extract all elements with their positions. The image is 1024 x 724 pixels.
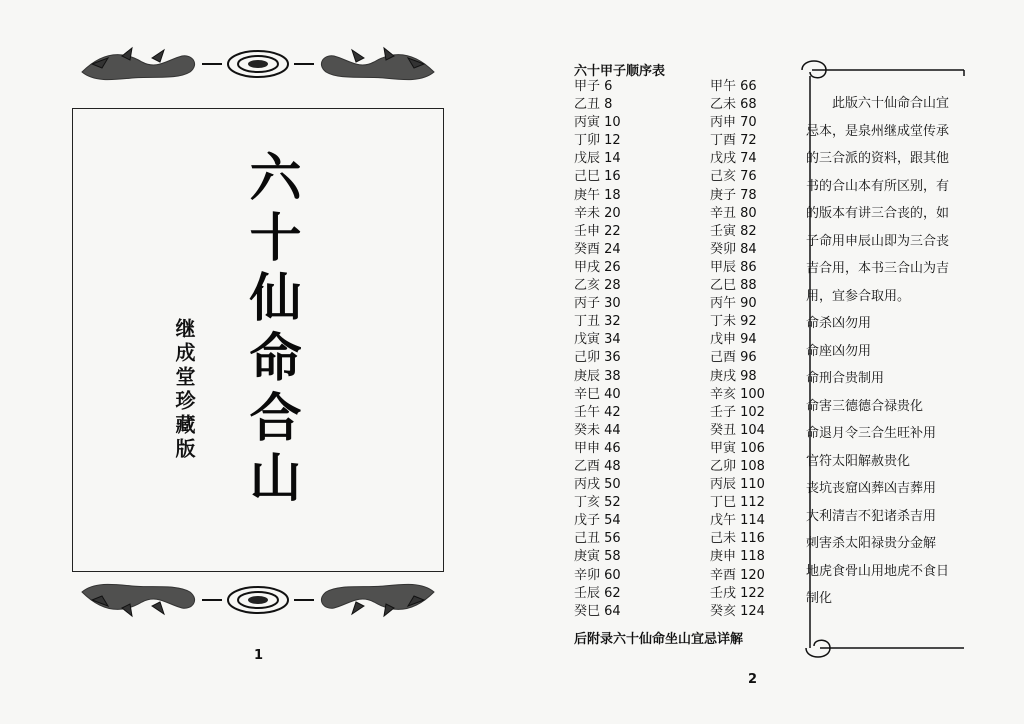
book-title: 六十仙命合山 [240, 150, 301, 510]
toc-entry: 乙卯 108 [710, 458, 765, 474]
scroll-item: 命杀凶勿用 [806, 316, 872, 331]
toc-entry: 庚寅 58 [574, 549, 621, 565]
toc-entry: 庚申 118 [710, 549, 765, 565]
toc-entry: 丙午 90 [710, 296, 757, 312]
dragon-ornament-top [72, 42, 444, 86]
toc-column-right [710, 78, 765, 621]
toc-heading: 六十甲子顺序表 [574, 64, 666, 79]
toc-entry: 丁酉 72 [710, 133, 757, 149]
book-subtitle: 继成堂珍藏版 [172, 318, 196, 462]
toc-entry: 甲子 6 [574, 79, 613, 94]
toc-entry: 己未 116 [710, 531, 765, 547]
toc-entry: 壬辰 62 [574, 585, 621, 601]
toc-entry: 乙丑 8 [574, 97, 613, 113]
scroll-intro: 此版六十仙命合山宜忌本，是泉州继成堂传承的三合派的资料，跟其他书的合山本有所区别，有的版本有讲三合丧的，如子命用申辰山即为三合丧吉合用，本书三合山为吉用，宜参合取用。 [806, 96, 950, 304]
scroll-item: 命害三德德合禄贵化 [806, 398, 924, 414]
scroll-item: 丧坑丧窟凶葬凶吉葬用 [806, 481, 937, 496]
scroll-item: 官符太阳解赦贵化 [806, 453, 911, 469]
toc-entry: 癸亥 124 [710, 603, 765, 619]
toc-entry: 壬寅 82 [710, 223, 757, 239]
toc-entry: 丙戌 50 [574, 477, 621, 493]
toc-entry: 甲申 46 [574, 440, 621, 456]
toc-entry: 癸卯 84 [710, 241, 757, 257]
toc-entry: 甲辰 86 [710, 259, 757, 275]
toc-entry: 戊寅 34 [574, 332, 621, 348]
toc-entry: 庚午 18 [574, 187, 621, 203]
scroll-item: 刺害杀太阳禄贵分金解 [806, 536, 937, 551]
toc-entry: 丁未 92 [710, 314, 757, 330]
toc-entry: 丁丑 32 [574, 314, 621, 330]
scroll-item: 大利清吉不犯诸杀吉用 [806, 508, 937, 524]
page-number: 2 [748, 672, 758, 687]
toc-entry: 壬子 102 [710, 404, 765, 420]
toc-entry: 乙亥 28 [574, 278, 621, 294]
toc-entry: 丙子 30 [574, 296, 621, 312]
toc-entry: 辛亥 100 [710, 386, 765, 402]
toc-entry: 丙辰 110 [710, 477, 765, 493]
toc-entry: 戊申 94 [710, 332, 757, 348]
toc-entry: 癸未 44 [574, 422, 621, 438]
toc-entry: 戊戌 74 [710, 151, 757, 167]
toc-entry: 壬戌 122 [710, 585, 765, 601]
scroll-items [806, 310, 958, 613]
toc-entry: 戊午 114 [710, 513, 765, 529]
toc-entry: 癸丑 104 [710, 422, 765, 438]
scroll-item: 地虎食骨山用地虎不食日制化 [806, 563, 950, 606]
toc-entry: 辛丑 80 [710, 205, 757, 221]
toc-entry: 己巳 16 [574, 169, 621, 185]
toc-entry: 丁巳 112 [710, 495, 765, 511]
toc-entry: 甲午 66 [710, 79, 757, 94]
page-number: 1 [254, 648, 264, 663]
toc-entry: 壬午 42 [574, 404, 621, 420]
toc-entry: 庚辰 38 [574, 368, 621, 384]
toc-entry: 己卯 36 [574, 350, 621, 366]
toc-entry: 乙未 68 [710, 97, 757, 113]
scroll-text [806, 90, 958, 613]
scroll-item: 命刑合贵制用 [806, 371, 885, 386]
toc-entry: 甲寅 106 [710, 440, 765, 456]
toc-entry: 戊子 54 [574, 513, 621, 529]
toc-entry: 癸酉 24 [574, 241, 621, 257]
toc-entry: 丙寅 10 [574, 115, 621, 131]
toc-entry: 己丑 56 [574, 531, 621, 547]
toc-entry: 庚戌 98 [710, 368, 757, 384]
toc-entry: 辛卯 60 [574, 567, 621, 583]
right-page [512, 0, 1024, 724]
toc-entry: 己亥 76 [710, 169, 757, 185]
toc-entry: 乙酉 48 [574, 458, 621, 474]
toc-entry: 甲戌 26 [574, 259, 621, 275]
toc-footer: 后附录六十仙命坐山宜忌详解 [574, 632, 744, 647]
toc-entry: 乙巳 88 [710, 278, 757, 294]
toc-entry: 丁卯 12 [574, 133, 621, 149]
toc-entry: 癸巳 64 [574, 603, 621, 619]
toc-entry: 辛未 20 [574, 205, 621, 221]
toc-entry: 丁亥 52 [574, 495, 621, 511]
toc-column-left [574, 78, 621, 621]
dragon-ornament-bottom [72, 578, 444, 622]
toc-entry: 壬申 22 [574, 223, 621, 239]
toc-entry: 丙申 70 [710, 115, 757, 131]
scroll-item: 命退月令三合生旺补用 [806, 426, 937, 441]
toc-entry: 辛酉 120 [710, 567, 765, 583]
toc-entry: 庚子 78 [710, 187, 757, 203]
scroll-item: 命座凶勿用 [806, 343, 872, 359]
toc-entry: 辛巳 40 [574, 386, 621, 402]
toc-entry: 己酉 96 [710, 350, 757, 366]
toc-entry: 戊辰 14 [574, 151, 621, 167]
